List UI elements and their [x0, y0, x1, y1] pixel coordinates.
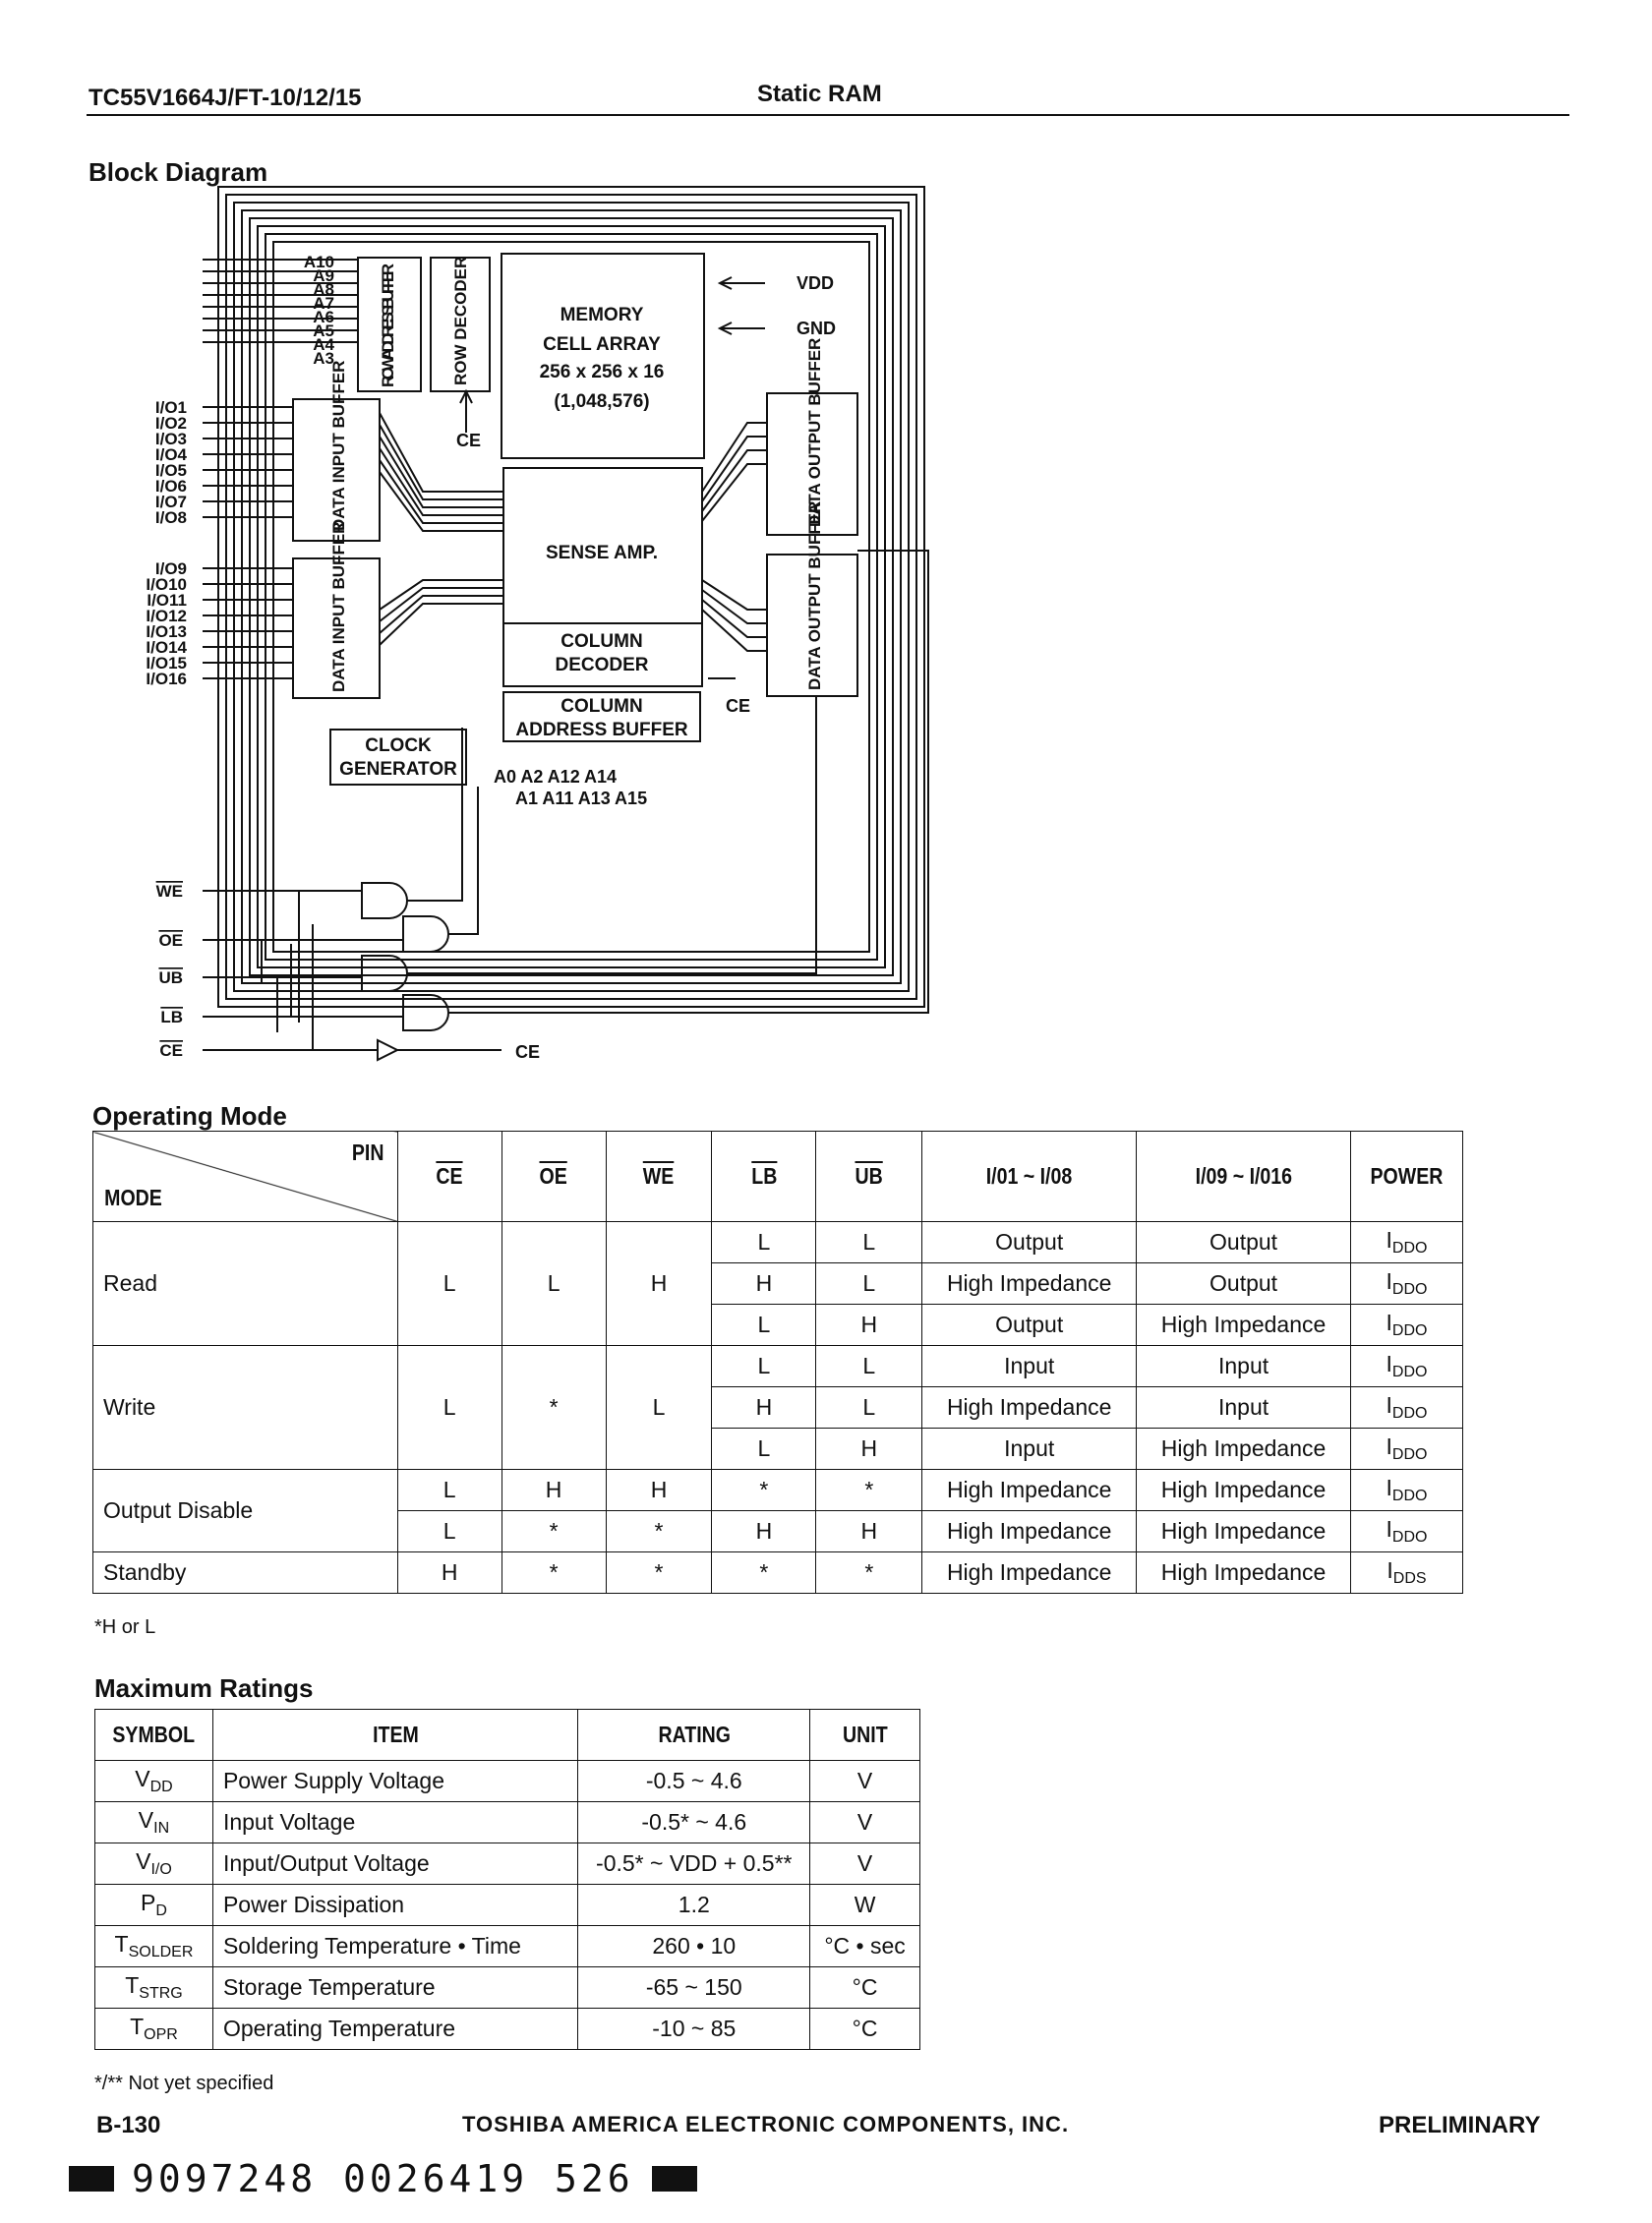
- header-lb: $\overline{LB}$: [712, 1132, 816, 1222]
- io-low-cell: High Impedance: [922, 1552, 1137, 1594]
- symbol-cell: $P_D$: [95, 1885, 213, 1926]
- io-high-cell: Output: [1137, 1263, 1351, 1305]
- power-cell: $I_{DDO}$: [1350, 1305, 1462, 1346]
- corner-header: [93, 1132, 398, 1222]
- ce-cell: L: [397, 1222, 502, 1346]
- memory-array-line-3: 256 x 256 x 16: [539, 362, 665, 382]
- column-address-buffer-line-1: COLUMN: [560, 696, 643, 717]
- io-high-cell: Output: [1137, 1222, 1351, 1263]
- io-high-cell: High Impedance: [1137, 1470, 1351, 1511]
- barcode-block-left: [69, 2166, 114, 2192]
- pin-io11: I/O11: [147, 591, 187, 610]
- pin-oe: OE: [158, 931, 183, 950]
- unit-cell: W: [810, 1885, 920, 1926]
- pin-we: WE: [155, 882, 183, 901]
- data-output-buffer-label-2: DATA OUTPUT BUFFER: [805, 500, 824, 690]
- pin-io12: I/O12: [146, 607, 187, 625]
- pin-io8: I/O8: [154, 508, 187, 527]
- column-pins-row-1: A0 A2 A12 A14: [494, 767, 618, 787]
- lb-cell: L: [712, 1429, 816, 1470]
- item-cell: Storage Temperature: [212, 1967, 577, 2009]
- ub-cell: *: [816, 1470, 922, 1511]
- item-cell: Operating Temperature: [212, 2009, 577, 2050]
- power-cell: $I_{DDO}$: [1350, 1346, 1462, 1387]
- memory-array-line-1: MEMORY: [560, 305, 644, 325]
- we-cell: L: [606, 1346, 712, 1470]
- pin-lb: LB: [160, 1008, 183, 1026]
- barcode-text: 9097248 0026419 526: [132, 2157, 634, 2200]
- max-ratings-title: Maximum Ratings: [94, 1673, 314, 1703]
- power-cell: $I_{DDO}$: [1350, 1387, 1462, 1429]
- pin-io16: I/O16: [146, 670, 187, 688]
- item-cell: Power Dissipation: [212, 1885, 577, 1926]
- unit-cell: °C: [810, 1967, 920, 2009]
- pin-io2: I/O2: [154, 414, 187, 433]
- mode-cell: Output Disable: [93, 1470, 398, 1552]
- oe-cell: L: [502, 1222, 606, 1346]
- pin-a9: A9: [313, 266, 334, 285]
- rating-cell: 1.2: [578, 1885, 810, 1926]
- unit-cell: °C • sec: [810, 1926, 920, 1967]
- lb-cell: H: [712, 1387, 816, 1429]
- table-row: [95, 1843, 920, 1885]
- pin-io3: I/O3: [154, 430, 187, 448]
- symbol-cell: $T_{OPR}$: [95, 2009, 213, 2050]
- power-cell: $I_{DDO}$: [1350, 1429, 1462, 1470]
- clock-generator-line-1: CLOCK: [365, 735, 432, 756]
- symbol-cell: $T_{STRG}$: [95, 1967, 213, 2009]
- ub-cell: *: [816, 1552, 922, 1594]
- status-label: PRELIMINARY: [1379, 2112, 1541, 2138]
- ce-label-column: CE: [726, 696, 751, 716]
- header-we: $\overline{WE}$: [606, 1132, 712, 1222]
- table-row: [93, 1552, 1463, 1594]
- data-input-buffer-label-2: DATA INPUT BUFFER: [329, 521, 348, 692]
- pin-a7: A7: [313, 294, 334, 313]
- table-row: [93, 1346, 1463, 1387]
- io-high-cell: High Impedance: [1137, 1552, 1351, 1594]
- item-cell: Input Voltage: [212, 1802, 577, 1843]
- gnd-label: GND: [796, 319, 836, 338]
- we-cell: H: [606, 1470, 712, 1511]
- pin-io1: I/O1: [154, 398, 187, 417]
- memory-array-line-4: (1,048,576): [554, 391, 650, 412]
- ub-cell: L: [816, 1387, 922, 1429]
- io-low-cell: Output: [922, 1305, 1137, 1346]
- header-unit: UNIT: [810, 1710, 920, 1761]
- io-low-cell: High Impedance: [922, 1263, 1137, 1305]
- we-cell: *: [606, 1552, 712, 1594]
- io-high-cell: Input: [1137, 1346, 1351, 1387]
- mode-cell: Read: [93, 1222, 398, 1346]
- pin-a4: A4: [313, 335, 334, 354]
- pin-io14: I/O14: [146, 638, 187, 657]
- operating-mode-title: Operating Mode: [92, 1101, 287, 1131]
- io-high-cell: High Impedance: [1137, 1511, 1351, 1552]
- ce-label-output: CE: [515, 1042, 541, 1062]
- io-high-cell: Input: [1137, 1387, 1351, 1429]
- table-row: [95, 1885, 920, 1926]
- table-row: [93, 1470, 1463, 1511]
- table-row: [95, 1761, 920, 1802]
- io-low-cell: Output: [922, 1222, 1137, 1263]
- power-cell: $I_{DDO}$: [1350, 1511, 1462, 1552]
- max-ratings-table: [94, 1709, 920, 2050]
- column-decoder-line-1: COLUMN: [560, 631, 643, 652]
- rating-cell: -65 ~ 150: [578, 1967, 810, 2009]
- rating-cell: -10 ~ 85: [578, 2009, 810, 2050]
- pin-a8: A8: [313, 280, 334, 299]
- rating-cell: 260 • 10: [578, 1926, 810, 1967]
- pin-ub: UB: [158, 968, 183, 987]
- company-name: TOSHIBA AMERICA ELECTRONIC COMPONENTS, INC.: [462, 2112, 1070, 2136]
- symbol-cell: $V_{DD}$: [95, 1761, 213, 1802]
- ce-label-row: CE: [456, 431, 482, 450]
- operating-mode-table: [92, 1131, 1463, 1594]
- pin-io7: I/O7: [154, 493, 187, 511]
- oe-cell: *: [502, 1511, 606, 1552]
- header-rating: RATING: [578, 1710, 810, 1761]
- pin-io15: I/O15: [146, 654, 187, 673]
- ce-cell: L: [397, 1346, 502, 1470]
- barcode-strip: [69, 2157, 697, 2200]
- ub-cell: L: [816, 1263, 922, 1305]
- pin-io13: I/O13: [146, 622, 187, 641]
- header-io-low: I/01 ~ I/08: [922, 1132, 1137, 1222]
- we-cell: H: [606, 1222, 712, 1346]
- operating-mode-footnote: *H or L: [94, 1616, 156, 1638]
- symbol-cell: $T_{SOLDER}$: [95, 1926, 213, 1967]
- item-cell: Input/Output Voltage: [212, 1843, 577, 1885]
- power-cell: $I_{DDO}$: [1350, 1263, 1462, 1305]
- we-cell: *: [606, 1511, 712, 1552]
- lb-cell: L: [712, 1222, 816, 1263]
- io-low-cell: Input: [922, 1346, 1137, 1387]
- unit-cell: V: [810, 1761, 920, 1802]
- oe-cell: *: [502, 1552, 606, 1594]
- lb-cell: H: [712, 1511, 816, 1552]
- ub-cell: L: [816, 1346, 922, 1387]
- rating-cell: -0.5* ~ 4.6: [578, 1802, 810, 1843]
- part-number: TC55V1664J/FT-10/12/15: [88, 85, 362, 111]
- column-decoder-line-2: DECODER: [555, 655, 649, 675]
- table-row: [95, 1926, 920, 1967]
- ce-cell: H: [397, 1552, 502, 1594]
- block-diagram-title: Block Diagram: [88, 157, 268, 187]
- oe-cell: H: [502, 1470, 606, 1511]
- pin-a5: A5: [313, 322, 334, 340]
- mode-cell: Write: [93, 1346, 398, 1470]
- lb-cell: *: [712, 1552, 816, 1594]
- item-cell: Soldering Temperature • Time: [212, 1926, 577, 1967]
- unit-cell: V: [810, 1843, 920, 1885]
- max-ratings-footnote: */** Not yet specified: [94, 2073, 274, 2094]
- block-diagram: [0, 0, 983, 1082]
- row-address-buffer-label: ROW ADDRESS BUFFER: [379, 263, 397, 387]
- row-decoder-label: ROW DECODER: [451, 256, 470, 385]
- rating-cell: -0.5* ~ VDD + 0.5**: [578, 1843, 810, 1885]
- pin-ce: CE: [159, 1041, 183, 1060]
- header-ub: $\overline{UB}$: [816, 1132, 922, 1222]
- data-output-buffer-label-1: DATA OUTPUT BUFFER: [805, 337, 824, 527]
- header-power: POWER: [1350, 1132, 1462, 1222]
- power-cell: $I_{DDS}$: [1350, 1552, 1462, 1594]
- pin-io5: I/O5: [154, 461, 187, 480]
- table-row: [95, 1802, 920, 1843]
- rating-cell: -0.5 ~ 4.6: [578, 1761, 810, 1802]
- lb-cell: L: [712, 1305, 816, 1346]
- data-input-buffer-label-1: DATA INPUT BUFFER: [329, 360, 348, 531]
- corner-mode-label: MODE: [104, 1185, 162, 1210]
- power-cell: $I_{DDO}$: [1350, 1222, 1462, 1263]
- pin-a10: A10: [303, 253, 334, 271]
- oe-cell: *: [502, 1346, 606, 1470]
- mode-cell: Standby: [93, 1552, 398, 1594]
- header-io-high: I/09 ~ I/016: [1137, 1132, 1351, 1222]
- io-low-cell: High Impedance: [922, 1387, 1137, 1429]
- pin-a6: A6: [313, 308, 334, 326]
- unit-cell: V: [810, 1802, 920, 1843]
- page-number: B-130: [96, 2112, 161, 2138]
- pin-io4: I/O4: [154, 445, 187, 464]
- ce-cell: L: [397, 1470, 502, 1511]
- ce-cell: L: [397, 1511, 502, 1552]
- table-row: [95, 2009, 920, 2050]
- table-row: [93, 1222, 1463, 1263]
- lb-cell: H: [712, 1263, 816, 1305]
- symbol-cell: $V_{IN}$: [95, 1802, 213, 1843]
- header-symbol: SYMBOL: [95, 1710, 213, 1761]
- lb-cell: L: [712, 1346, 816, 1387]
- ub-cell: L: [816, 1222, 922, 1263]
- unit-cell: °C: [810, 2009, 920, 2050]
- sense-amp-label: SENSE AMP.: [545, 543, 659, 563]
- pin-io6: I/O6: [154, 477, 187, 496]
- memory-array-line-2: CELL ARRAY: [543, 334, 661, 355]
- symbol-cell: $V_{I/O}$: [95, 1843, 213, 1885]
- header-oe: $\overline{OE}$: [502, 1132, 606, 1222]
- item-cell: Power Supply Voltage: [212, 1761, 577, 1802]
- power-cell: $I_{DDO}$: [1350, 1470, 1462, 1511]
- barcode-block-right: [652, 2166, 697, 2192]
- io-low-cell: High Impedance: [922, 1470, 1137, 1511]
- table-row: [95, 1967, 920, 2009]
- document-title: Static RAM: [757, 81, 882, 107]
- corner-pin-label: PIN: [352, 1140, 384, 1165]
- lb-cell: *: [712, 1470, 816, 1511]
- pin-a3: A3: [313, 349, 334, 368]
- clock-generator-line-2: GENERATOR: [339, 759, 457, 780]
- io-high-cell: High Impedance: [1137, 1429, 1351, 1470]
- ub-cell: H: [816, 1429, 922, 1470]
- pin-io10: I/O10: [146, 575, 187, 594]
- header-item: ITEM: [212, 1710, 577, 1761]
- io-high-cell: High Impedance: [1137, 1305, 1351, 1346]
- ub-cell: H: [816, 1511, 922, 1552]
- ub-cell: H: [816, 1305, 922, 1346]
- vdd-label: VDD: [796, 273, 835, 293]
- io-low-cell: High Impedance: [922, 1511, 1137, 1552]
- header-ce: $\overline{CE}$: [397, 1132, 502, 1222]
- column-pins-row-2: A1 A11 A13 A15: [515, 789, 648, 808]
- io-low-cell: Input: [922, 1429, 1137, 1470]
- column-address-buffer-line-2: ADDRESS BUFFER: [515, 720, 688, 740]
- pin-io9: I/O9: [154, 559, 187, 578]
